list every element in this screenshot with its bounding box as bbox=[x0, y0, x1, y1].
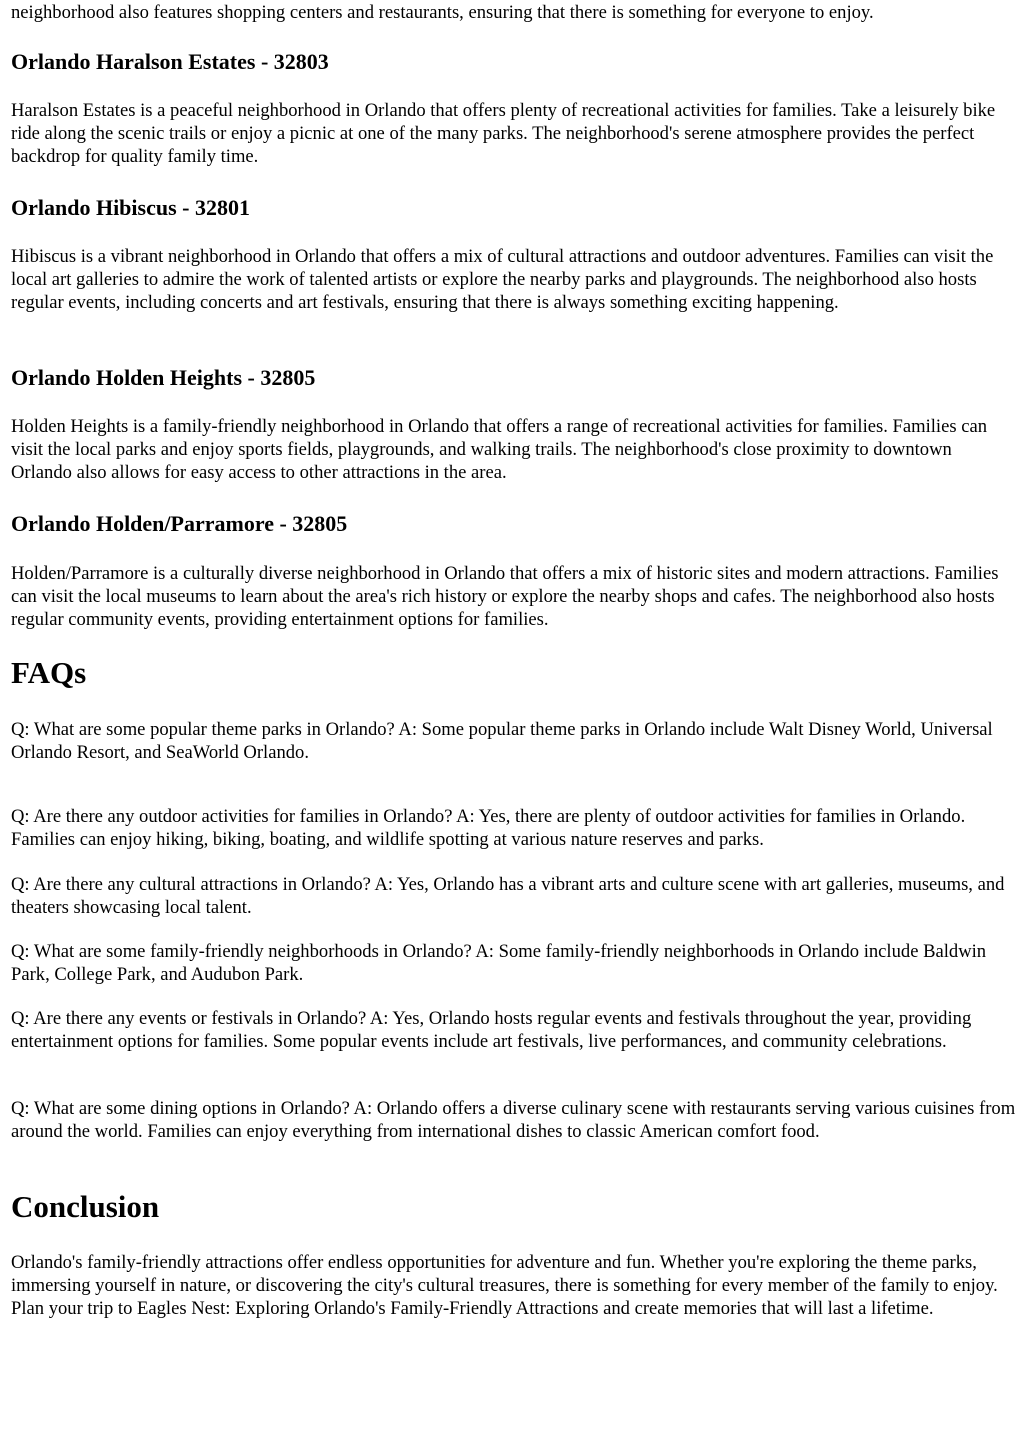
neighborhood-heading-haralson-estates: Orlando Haralson Estates - 32803 bbox=[11, 49, 329, 74]
lead-paragraph: neighborhood also features shopping centers and restaurants, ensuring that there is something for everyone to enjoy. bbox=[11, 2, 874, 23]
neighborhood-heading-hibiscus: Orlando Hibiscus - 32801 bbox=[11, 195, 250, 220]
faq-item: Q: Are there any cultural attractions in Orlando? A: Yes, Orlando has a vibrant arts and culture scene with art galleries, museums, and theaters showcasing local talent. bbox=[11, 874, 1005, 919]
faq-item: Q: Are there any outdoor activities for families in Orlando? A: Yes, there are plenty of outdoor activities for families in Orlando. Families can enjoy hiking, biking, boating, and wildlife spotting at various nature reserves and parks. bbox=[11, 806, 966, 851]
faq-item: Q: What are some family-friendly neighborhoods in Orlando? A: Some family-friendly neighborhoods in Orlando include Baldwin Park, College Park, and Audubon Park. bbox=[11, 941, 987, 986]
neighborhood-heading-holden-parramore: Orlando Holden/Parramore - 32805 bbox=[11, 511, 348, 536]
neighborhood-description-hibiscus: Hibiscus is a vibrant neighborhood in Orlando that offers a mix of cultural attractions and outdoor adventures. Families can visit the local art galleries to admire the work of talented artists or explore the nearby parks and playgrounds. The neighborhood also hosts regular events, including concerts and art festivals, ensuring that there is always something exciting happening. bbox=[11, 246, 994, 314]
neighborhood-description-haralson-estates: Haralson Estates is a peaceful neighborhood in Orlando that offers plenty of recreational activities for families. Take a leisurely bike ride along the scenic trails or enjoy a picnic at one of the many parks. The neighborhood's serene atmosphere provides the perfect backdrop for quality family time. bbox=[11, 100, 996, 168]
neighborhood-description-holden-parramore: Holden/Parramore is a culturally diverse neighborhood in Orlando that offers a mix of historic sites and modern attractions. Families can visit the local museums to learn about the area's rich history or explore the nearby shops and cafes. The neighborhood also hosts regular community events, providing entertainment options for families. bbox=[11, 563, 999, 631]
faq-item: Q: Are there any events or festivals in Orlando? A: Yes, Orlando hosts regular events and festivals throughout the year, providing entertainment options for families. Some popular events include art festivals, live performances, and community celebrations. bbox=[11, 1008, 972, 1053]
faq-item: Q: What are some popular theme parks in Orlando? A: Some popular theme parks in Orlando include Walt Disney World, Universal Orlando Resort, and SeaWorld Orlando. bbox=[11, 719, 993, 764]
neighborhood-description-holden-heights: Holden Heights is a family-friendly neighborhood in Orlando that offers a range of recreational activities for families. Families can visit the local parks and enjoy sports fields, playgrounds, and walking trails. The neighborhood's close proximity to downtown Orlando also allows for easy access to other attractions in the area. bbox=[11, 416, 988, 484]
faqs-heading: FAQs bbox=[11, 655, 87, 690]
neighborhood-heading-holden-heights: Orlando Holden Heights - 32805 bbox=[11, 365, 316, 390]
conclusion-paragraph: Orlando's family-friendly attractions offer endless opportunities for adventure and fun. Whether you're exploring the theme parks, immersing yourself in nature, or discovering the city's cultural treasures, there is something for every member of the family to enjoy. Plan your trip to Eagles Nest: Exploring Orlando's Family-Friendly Attractions and create memories that will last a lifetime. bbox=[11, 1252, 998, 1320]
faq-item: Q: What are some dining options in Orlando? A: Orlando offers a diverse culinary scene with restaurants serving various cuisines from around the world. Families can enjoy everything from international dishes to classic American comfort food. bbox=[11, 1098, 1016, 1143]
conclusion-heading: Conclusion bbox=[11, 1189, 160, 1224]
